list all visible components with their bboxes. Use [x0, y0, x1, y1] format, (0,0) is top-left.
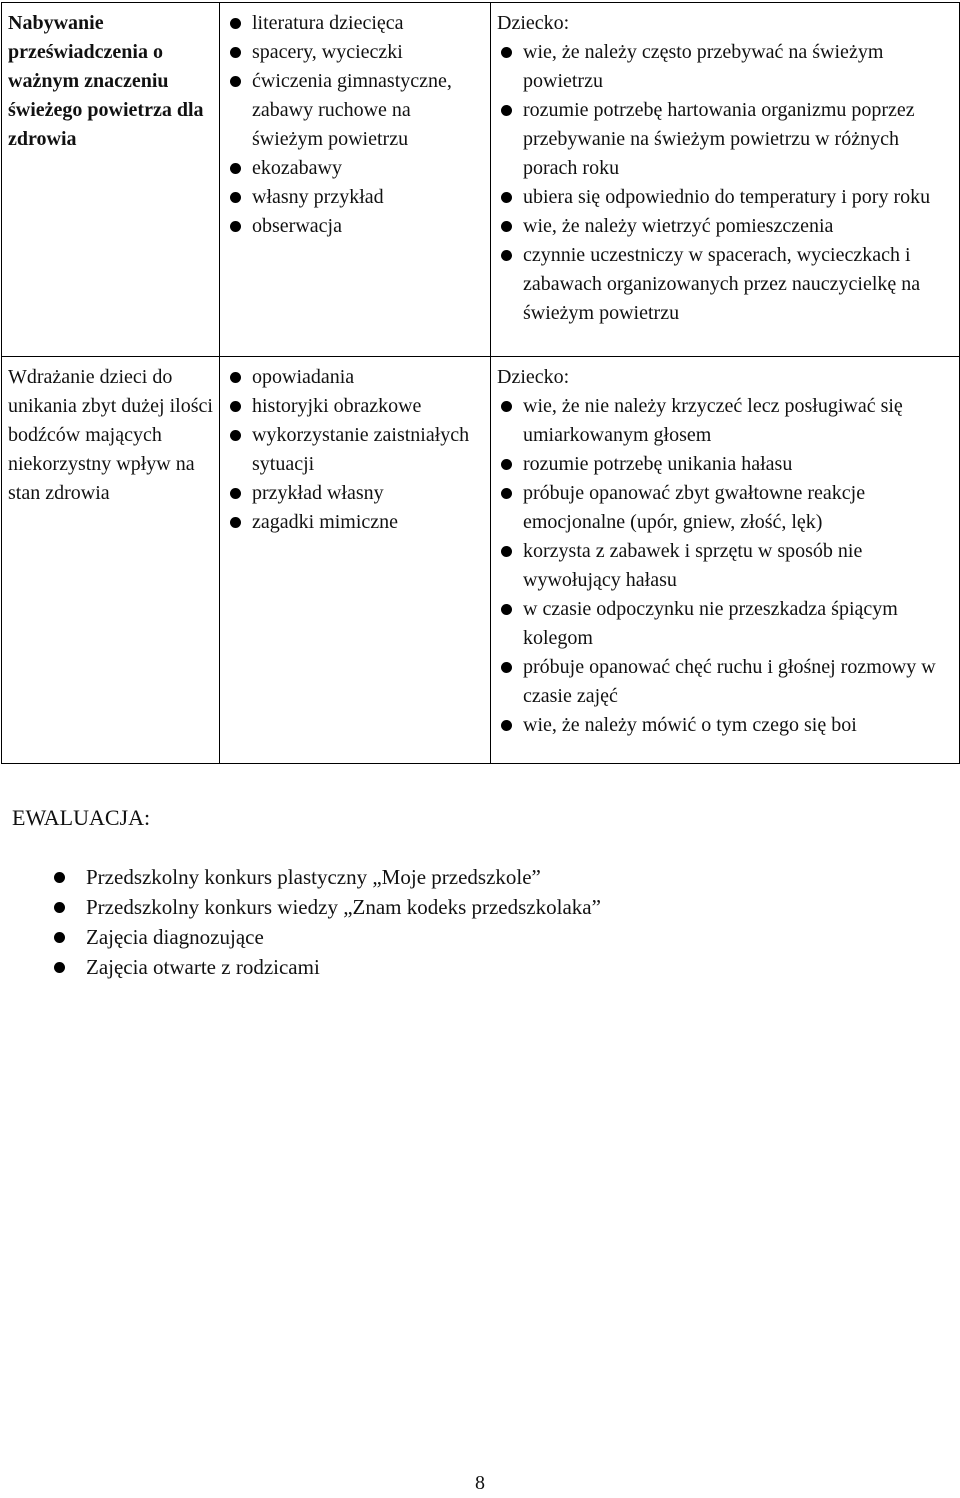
list-item: spacery, wycieczki	[226, 38, 486, 67]
list-item: wie, że należy wietrzyć pomieszczenia	[497, 212, 955, 241]
topic-cell: Nabywanie przeświadczenia o ważnym znaczeniu świeżego powietrza dla zdrowia	[2, 3, 220, 357]
list-item: rozumie potrzebę hartowania organizmu poprzez przebywanie na świeżym powietrzu w różnych porach roku	[497, 96, 955, 183]
outcomes-cell	[491, 3, 960, 357]
topic-cell: Wdrażanie dzieci do unikania zbyt dużej ilości bodźców mających niekorzystny wpływ na stan zdrowia	[2, 357, 220, 764]
list-item: w czasie odpoczynku nie przeszkadza śpiącym kolegom	[497, 595, 955, 653]
table-row	[2, 357, 960, 764]
list-item: obserwacja	[226, 212, 486, 241]
list-item: ekozabawy	[226, 154, 486, 183]
list-item: historyjki obrazkowe	[226, 392, 486, 421]
page-number: 8	[475, 1472, 485, 1494]
list-item: literatura dziecięca	[226, 9, 486, 38]
outcomes-list	[497, 38, 955, 328]
methods-list	[226, 363, 486, 537]
list-item: opowiadania	[226, 363, 486, 392]
evaluation-title: EWALUACJA:	[12, 805, 151, 830]
list-item: próbuje opanować chęć ruchu i głośnej rozmowy w czasie zajęć	[497, 653, 955, 711]
list-item: próbuje opanować zbyt gwałtowne reakcje emocjonalne (upór, gniew, złość, lęk)	[497, 479, 955, 537]
program-table	[1, 2, 960, 764]
list-item: wykorzystanie zaistniałych sytuacji	[226, 421, 486, 479]
list-item: wie, że należy mówić o tym czego się boi	[497, 711, 955, 740]
list-item: własny przykład	[226, 183, 486, 212]
list-item: ćwiczenia gimnastyczne, zabawy ruchowe na świeżym powietrzu	[226, 67, 486, 154]
methods-cell	[220, 3, 491, 357]
list-item: przykład własny	[226, 479, 486, 508]
list-item: rozumie potrzebę unikania hałasu	[497, 450, 955, 479]
list-item: ubiera się odpowiednio do temperatury i pory roku	[497, 183, 955, 212]
outcomes-list	[497, 392, 955, 740]
outcomes-header: Dziecko:	[497, 366, 570, 388]
list-item: Przedszkolny konkurs plastyczny „Moje przedszkole”	[54, 862, 854, 892]
list-item: czynnie uczestniczy w spacerach, wycieczkach i zabawach organizowanych przez nauczycielkę na świeżym powietrzu	[497, 241, 955, 328]
list-item: korzysta z zabawek i sprzętu w sposób nie wywołujący hałasu	[497, 537, 955, 595]
list-item: Zajęcia diagnozujące	[54, 922, 854, 952]
table-row	[2, 3, 960, 357]
methods-list	[226, 9, 486, 241]
list-item: Przedszkolny konkurs wiedzy „Znam kodeks przedszkolaka”	[54, 892, 854, 922]
outcomes-header: Dziecko:	[497, 12, 570, 34]
list-item: Zajęcia otwarte z rodzicami	[54, 952, 854, 982]
list-item: wie, że należy często przebywać na świeżym powietrzu	[497, 38, 955, 96]
list-item: wie, że nie należy krzyczeć lecz posługiwać się umiarkowanym głosem	[497, 392, 955, 450]
list-item: zagadki mimiczne	[226, 508, 486, 537]
outcomes-cell	[491, 357, 960, 764]
evaluation-list	[54, 862, 854, 982]
methods-cell	[220, 357, 491, 764]
